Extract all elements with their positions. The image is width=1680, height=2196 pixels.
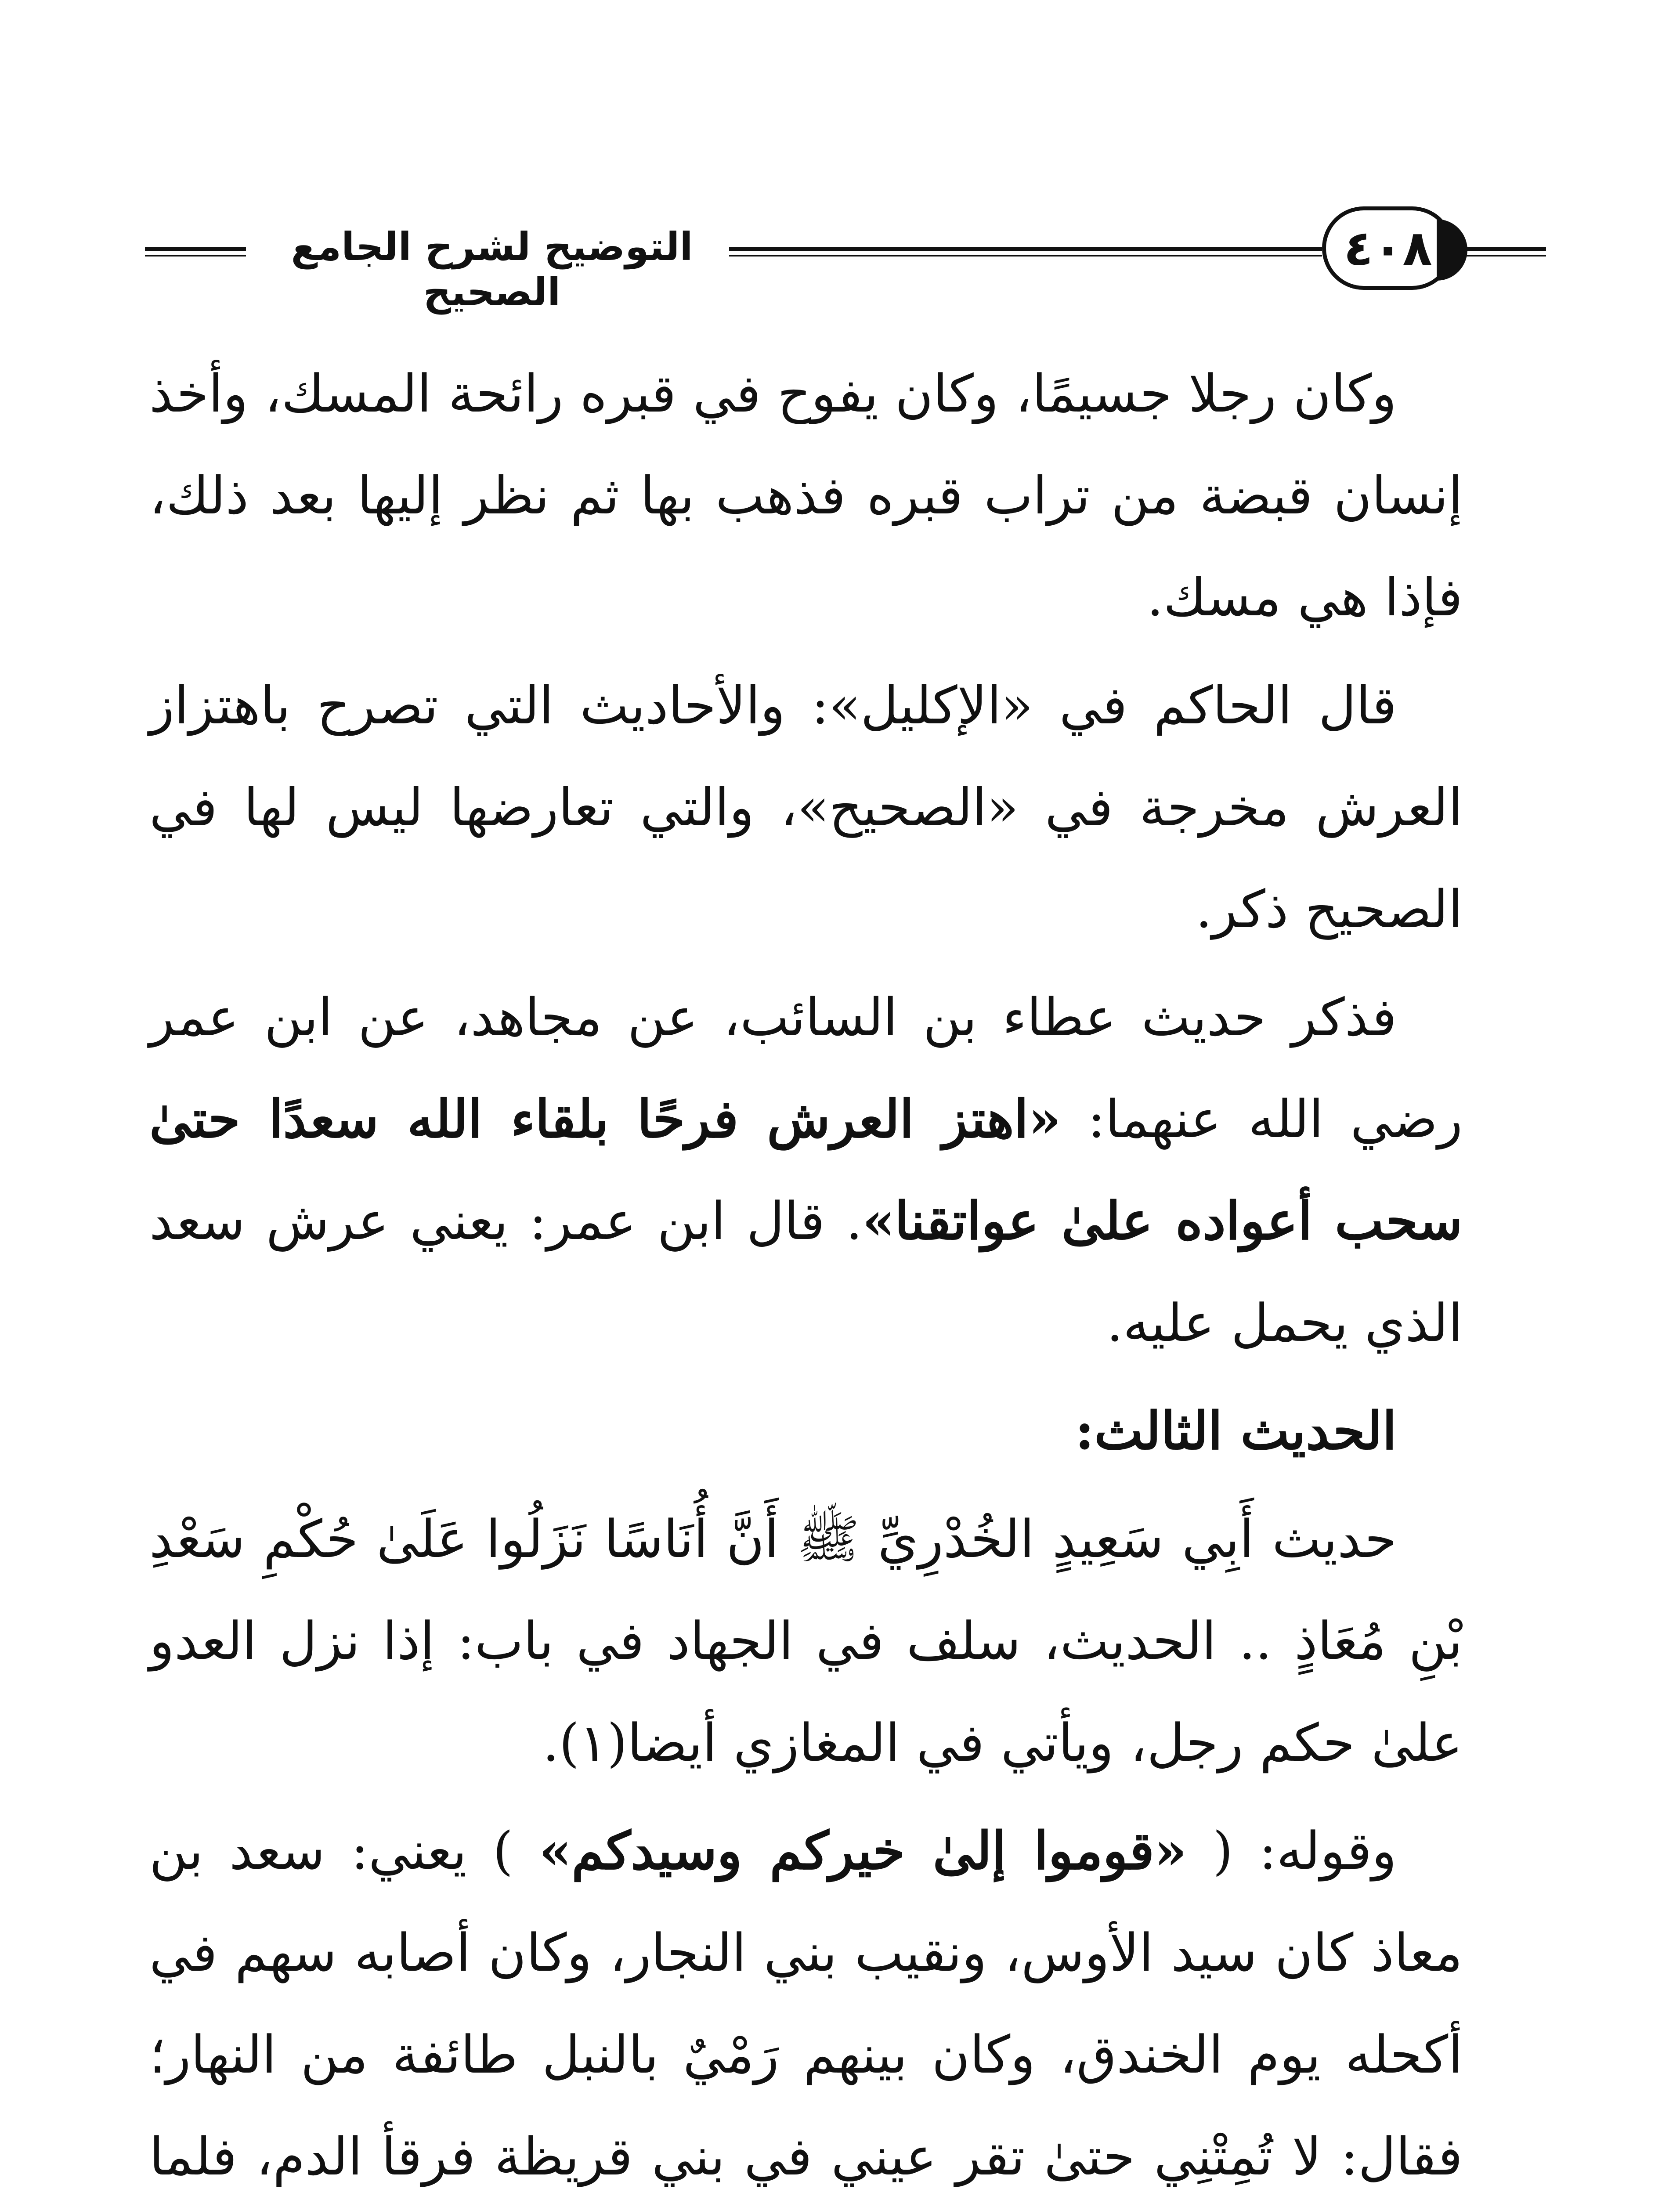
header-rule-middle	[729, 247, 1322, 256]
paragraph: قال الحاكم في «الإكليل»: والأحاديث التي تصرح باهتزاز العرش مخرجة في «الصحيح»، والتي تعارضها ليس لها في الصحيح ذكر.	[149, 675, 1463, 939]
book-title: التوضيح لشرح الجامع الصحيح	[291, 224, 693, 314]
paragraph-text: . قال ابن عمر: يعني عرش سعد الذي يحمل عليه.	[149, 1191, 1463, 1353]
header-rule-right	[1441, 247, 1546, 256]
paragraph: وكان رجلا جسيمًا، وكان يفوح في قبره رائحة المسك، وأخذ إنسان قبضة من تراب قبره فذهب بها ثم نظر إليها بعد ذلك، فإذا هي مسك.	[149, 363, 1463, 628]
quoted-hadith: «قوموا إلىٰ خيركم وسيدكم»	[539, 1820, 1187, 1881]
paragraph-text: وقوله: (	[1186, 1820, 1397, 1881]
section-heading: الحديث الثالث:	[1075, 1400, 1397, 1461]
paragraph	[149, 1800, 1463, 2196]
quoted-hadith: «اهتز العرش فرحًا بلقاء الله سعدًا حتىٰ سحب أعواده علىٰ عواتقنا»	[149, 1088, 1463, 1251]
paragraph: حديث أَبِي سَعِيدٍ الخُدْرِيِّ ﷺ أَنَّ أُنَاسًا نَزَلُوا عَلَىٰ حُكْمِ سَعْدِ بْنِ مُعَاذٍ .. الحديث، سلف في الجهاد في باب: إذا نزل العدو علىٰ حكم رجل، ويأتي في المغازي أيضا(١).	[149, 1509, 1463, 1773]
header-rule-left	[145, 247, 246, 256]
paragraph	[149, 966, 1463, 1374]
paragraph-text: فذكر حديث عطاء بن السائب، عن مجاهد، عن ابن عمر رضي الله عنهما:	[149, 987, 1463, 1149]
page-number-badge	[1322, 206, 1454, 290]
running-header	[145, 206, 1463, 314]
page-number: ٤٠٨	[1344, 220, 1432, 276]
paragraph-text: ) يعني: سعد بن معاذ كان سيد الأوس، ونقيب بني النجار، وكان أصابه سهم في أكحله يوم الخندق، وكان بينهم رَمْيٌ بالنبل طائفة من النهار؛ فقال: لا تُمِتْنِي حتىٰ تقر عيني في بني قريظة فرقأ الدم، فلما	[149, 1820, 1463, 2187]
main-text	[149, 343, 1463, 2196]
